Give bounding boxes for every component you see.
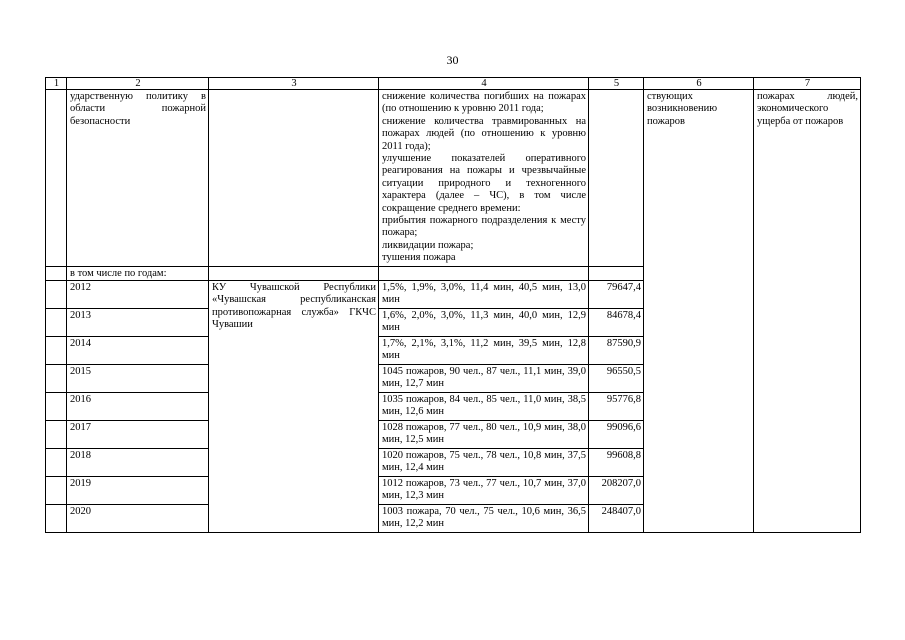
- table-body: [46, 78, 861, 533]
- amount-cell: 99608,8: [589, 448, 644, 476]
- indicators-cell: 1,6%, 2,0%, 3,0%, 11,3 мин, 40,0 мин, 12,9 мин: [379, 308, 589, 336]
- year-cell: 2013: [67, 308, 209, 336]
- year-cell-empty: [46, 420, 67, 448]
- program-table: [45, 77, 861, 533]
- amount-cell: 248407,0: [589, 504, 644, 532]
- header-cell-7: 7: [754, 78, 861, 90]
- indicators-cell: 1035 пожаров, 84 чел., 85 чел., 11,0 мин, 38,5 мин, 12,6 мин: [379, 392, 589, 420]
- indicators-cell: 1012 пожаров, 73 чел., 77 чел., 10,7 мин, 37,0 мин, 12,3 мин: [379, 476, 589, 504]
- year-cell: 2016: [67, 392, 209, 420]
- main-cell-3: [209, 90, 379, 267]
- targets-cell: [379, 90, 589, 267]
- target-line: снижение количества травмированных на пожарах людей (по отношению к уровню 2011 года);: [382, 115, 586, 152]
- year-cell-empty: [46, 308, 67, 336]
- amount-cell: 79647,4: [589, 280, 644, 308]
- header-row: [46, 78, 861, 90]
- header-cell-5: 5: [589, 78, 644, 90]
- main-cell-5: [589, 90, 644, 267]
- by-years-cell-3: [209, 266, 379, 280]
- target-line: улучшение показателей оперативного реагирования на пожары и чрезвычайные ситуации природного и техногенного характера (далее – ЧС), в том числе сокращение среднего времени:: [382, 153, 586, 214]
- indicators-cell: 1045 пожаров, 90 чел., 87 чел., 11,1 мин, 39,0 мин, 12,7 мин: [379, 364, 589, 392]
- year-cell-empty: [46, 392, 67, 420]
- year-cell: 2014: [67, 336, 209, 364]
- year-cell: 2017: [67, 420, 209, 448]
- year-cell-empty: [46, 336, 67, 364]
- year-cell: 2019: [67, 476, 209, 504]
- policy-area-cell: ударственную политику в области пожарной безопасности: [67, 90, 209, 267]
- indicators-cell: 1003 пожара, 70 чел., 75 чел., 10,6 мин, 36,5 мин, 12,2 мин: [379, 504, 589, 532]
- header-cell-6: 6: [644, 78, 754, 90]
- year-cell: 2018: [67, 448, 209, 476]
- target-line: прибытия пожарного подразделения к месту пожара;: [382, 215, 586, 239]
- year-cell: 2015: [67, 364, 209, 392]
- amount-cell: 96550,5: [589, 364, 644, 392]
- amount-cell: 208207,0: [589, 476, 644, 504]
- year-cell-empty: [46, 364, 67, 392]
- year-cell-empty: [46, 448, 67, 476]
- indicators-cell: 1,5%, 1,9%, 3,0%, 11,4 мин, 40,5 мин, 13,0 мин: [379, 280, 589, 308]
- indicators-cell: 1028 пожаров, 77 чел., 80 чел., 10,9 мин, 38,0 мин, 12,5 мин: [379, 420, 589, 448]
- main-cell-1: [46, 90, 67, 267]
- year-cell-empty: [46, 280, 67, 308]
- year-cell-empty: [46, 476, 67, 504]
- by-years-cell-1: [46, 266, 67, 280]
- amount-cell: 87590,9: [589, 336, 644, 364]
- by-years-label: в том числе по годам:: [67, 266, 209, 280]
- results-cell: пожарах людей, экономического ущерба от пожаров: [754, 90, 861, 533]
- header-cell-4: 4: [379, 78, 589, 90]
- target-line: ликвидации пожара;: [382, 239, 474, 251]
- year-cell: 2020: [67, 504, 209, 532]
- indicators-cell: 1,7%, 2,1%, 3,1%, 11,2 мин, 39,5 мин, 12,8 мин: [379, 336, 589, 364]
- amount-cell: 99096,6: [589, 420, 644, 448]
- amount-cell: 95776,8: [589, 392, 644, 420]
- target-line: снижение количества погибших на пожарах (по отношению к уровню 2011 года;: [382, 91, 586, 115]
- amount-cell: 84678,4: [589, 308, 644, 336]
- header-cell-2: 2: [67, 78, 209, 90]
- page-number: 30: [446, 53, 459, 67]
- target-line: тушения пожара: [382, 252, 456, 264]
- header-cell-1: 1: [46, 78, 67, 90]
- executor-cell: КУ Чувашской Республики «Чувашская республиканская противопожарная служба» ГКЧС Чувашии: [209, 280, 379, 532]
- header-cell-3: 3: [209, 78, 379, 90]
- by-years-cell-4: [379, 266, 589, 280]
- year-cell-empty: [46, 504, 67, 532]
- indicators-cell: 1020 пожаров, 75 чел., 78 чел., 10,8 мин, 37,5 мин, 12,4 мин: [379, 448, 589, 476]
- year-cell: 2012: [67, 280, 209, 308]
- measures-cell: ствующих возникновению пожаров: [644, 90, 754, 533]
- by-years-cell-5: [589, 266, 644, 280]
- main-row: [46, 90, 861, 267]
